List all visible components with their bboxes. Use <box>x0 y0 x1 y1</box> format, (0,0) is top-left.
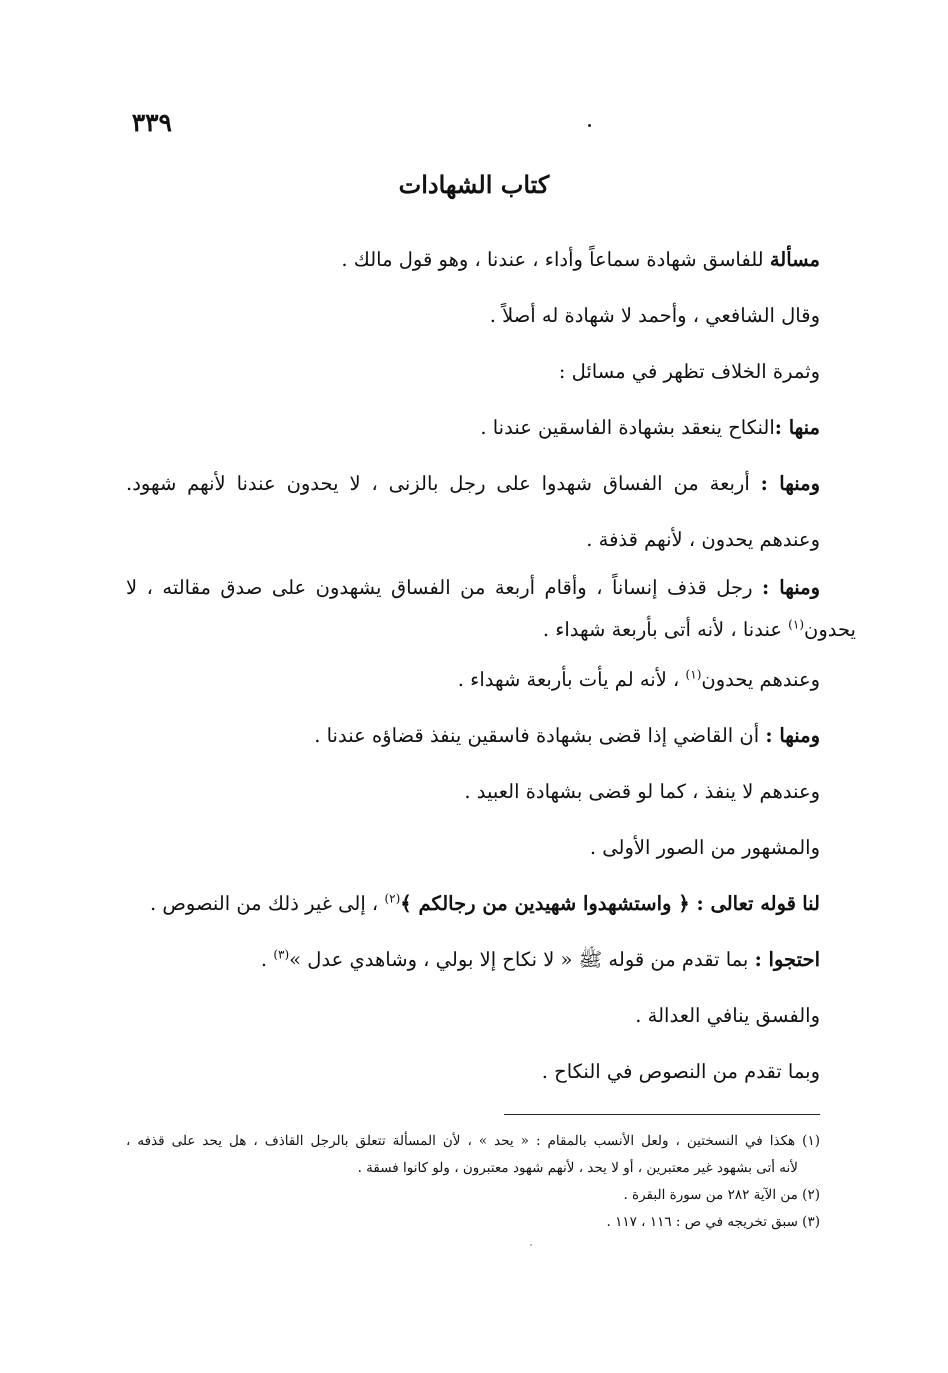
paragraph-text: رجل قذف إنساناً ، وأقام أربعة من الفساق يشهدون على صدق مقالته ، لا <box>126 576 753 599</box>
paragraph-13 <box>126 932 820 988</box>
paragraph-3 <box>126 344 820 400</box>
paragraph-text: والفسق ينافي العدالة . <box>635 1004 820 1027</box>
paragraph-text: وقال الشافعي ، وأحمد لا شهادة له أصلاً . <box>489 304 820 327</box>
footnote-ref-2[interactable]: (٢) <box>384 891 401 906</box>
paragraph-text: والمشهور من الصور الأولى . <box>589 836 820 859</box>
paragraph-1 <box>126 232 820 288</box>
footnote-separator <box>504 1114 820 1115</box>
paragraph-11 <box>126 820 820 876</box>
footnote-1-continuation: لأنه أتى بشهود غير معتبرين ، أو لا يحد ، لأنهم شهود معتبرون ، ولو كانوا فسقة . <box>357 1160 798 1176</box>
paragraph-text: ، إلى غير ذلك من النصوص . <box>149 892 385 915</box>
paragraph-2 <box>126 288 820 344</box>
paragraph-12 <box>126 876 820 932</box>
paragraph-7-continuation <box>126 608 856 652</box>
paragraph-lead: ومنها : <box>765 724 820 747</box>
paragraph-text: وعندهم لا ينفذ ، كما لو قضى بشهادة العبيد . <box>464 780 820 803</box>
paragraph-text: وبما تقدم من النصوص في النكاح . <box>541 1060 820 1083</box>
paragraph-text: بما تقدم من قوله ﷺ « لا نكاح إلا بولي ، وشاهدي عدل » <box>289 948 749 971</box>
footnote-ref-3[interactable]: (٣) <box>273 947 290 962</box>
paragraph-text: يحدون <box>804 618 856 641</box>
main-text <box>126 232 856 1100</box>
paragraph-8 <box>126 652 820 708</box>
footnote-1: (١) هكذا في النسختين ، ولعل الأنسب بالمقام : « يحد » ، لأن المسألة تتعلق بالرجل القاذف ، هل يحد على قذفه ، <box>126 1133 820 1149</box>
paragraph-9 <box>126 708 820 764</box>
paragraph-text: أربعة من الفساق شهدوا على رجل بالزنى ، لا يحدون عندنا لأنهم شهود. <box>126 472 750 495</box>
paragraph-10 <box>126 764 820 820</box>
footnote-3: (٣) سبق تخريجه في ص : ١١٦ ، ١١٧ . <box>606 1214 820 1230</box>
paragraph-lead: لنا <box>802 892 820 915</box>
paragraph-text: النكاح ينعقد بشهادة الفاسقين عندنا . <box>480 416 775 439</box>
paragraph-lead: احتجوا : <box>754 948 820 971</box>
paragraph-15 <box>126 1044 820 1100</box>
paragraph-text: وعندهم يحدون <box>701 668 820 691</box>
footnote-ref-1[interactable]: (١) <box>685 667 702 682</box>
paragraph-text: وثمرة الخلاف تظهر في مسائل : <box>558 360 820 383</box>
chapter-title: كتاب الشهادات <box>398 170 550 199</box>
quran-quote: قوله تعالى : ﴿ واستشهدوا شهيدين من رجالكم ﴾ <box>400 892 797 915</box>
footnote-ref-1[interactable]: (١) <box>788 617 804 632</box>
footnote-2: (٢) من الآية ٢٨٢ من سورة البقرة . <box>623 1187 820 1203</box>
paragraph-lead: منها : <box>774 416 820 439</box>
paragraph-text: أن القاضي إذا قضى بشهادة فاسقين ينفذ قضاؤه عندنا . <box>314 724 760 747</box>
paragraph-lead: ومنها : <box>760 472 820 495</box>
paragraph-4 <box>126 400 820 456</box>
paragraph-6 <box>126 512 820 568</box>
page-number: ٣٣٩ <box>131 108 172 137</box>
paragraph-lead: ومنها : <box>762 576 820 599</box>
print-speck <box>588 124 591 127</box>
footnotes <box>126 1128 820 1236</box>
paragraph-text: عندنا ، لأنه أتى بأربعة شهداء . <box>542 618 789 641</box>
paragraph-text: للفاسق شهادة سماعاً وأداء ، عندنا ، وهو قول مالك . <box>341 248 764 271</box>
paragraph-lead: مسألة <box>769 248 820 271</box>
paragraph-text: . <box>260 948 274 971</box>
print-speck <box>530 1244 532 1246</box>
paragraph-5 <box>126 456 820 512</box>
paragraph-14 <box>126 988 820 1044</box>
paragraph-7 <box>126 568 820 608</box>
paragraph-text: ، لأنه لم يأت بأربعة شهداء . <box>457 668 686 691</box>
paragraph-text: وعندهم يحدون ، لأنهم قذفة . <box>586 528 820 551</box>
